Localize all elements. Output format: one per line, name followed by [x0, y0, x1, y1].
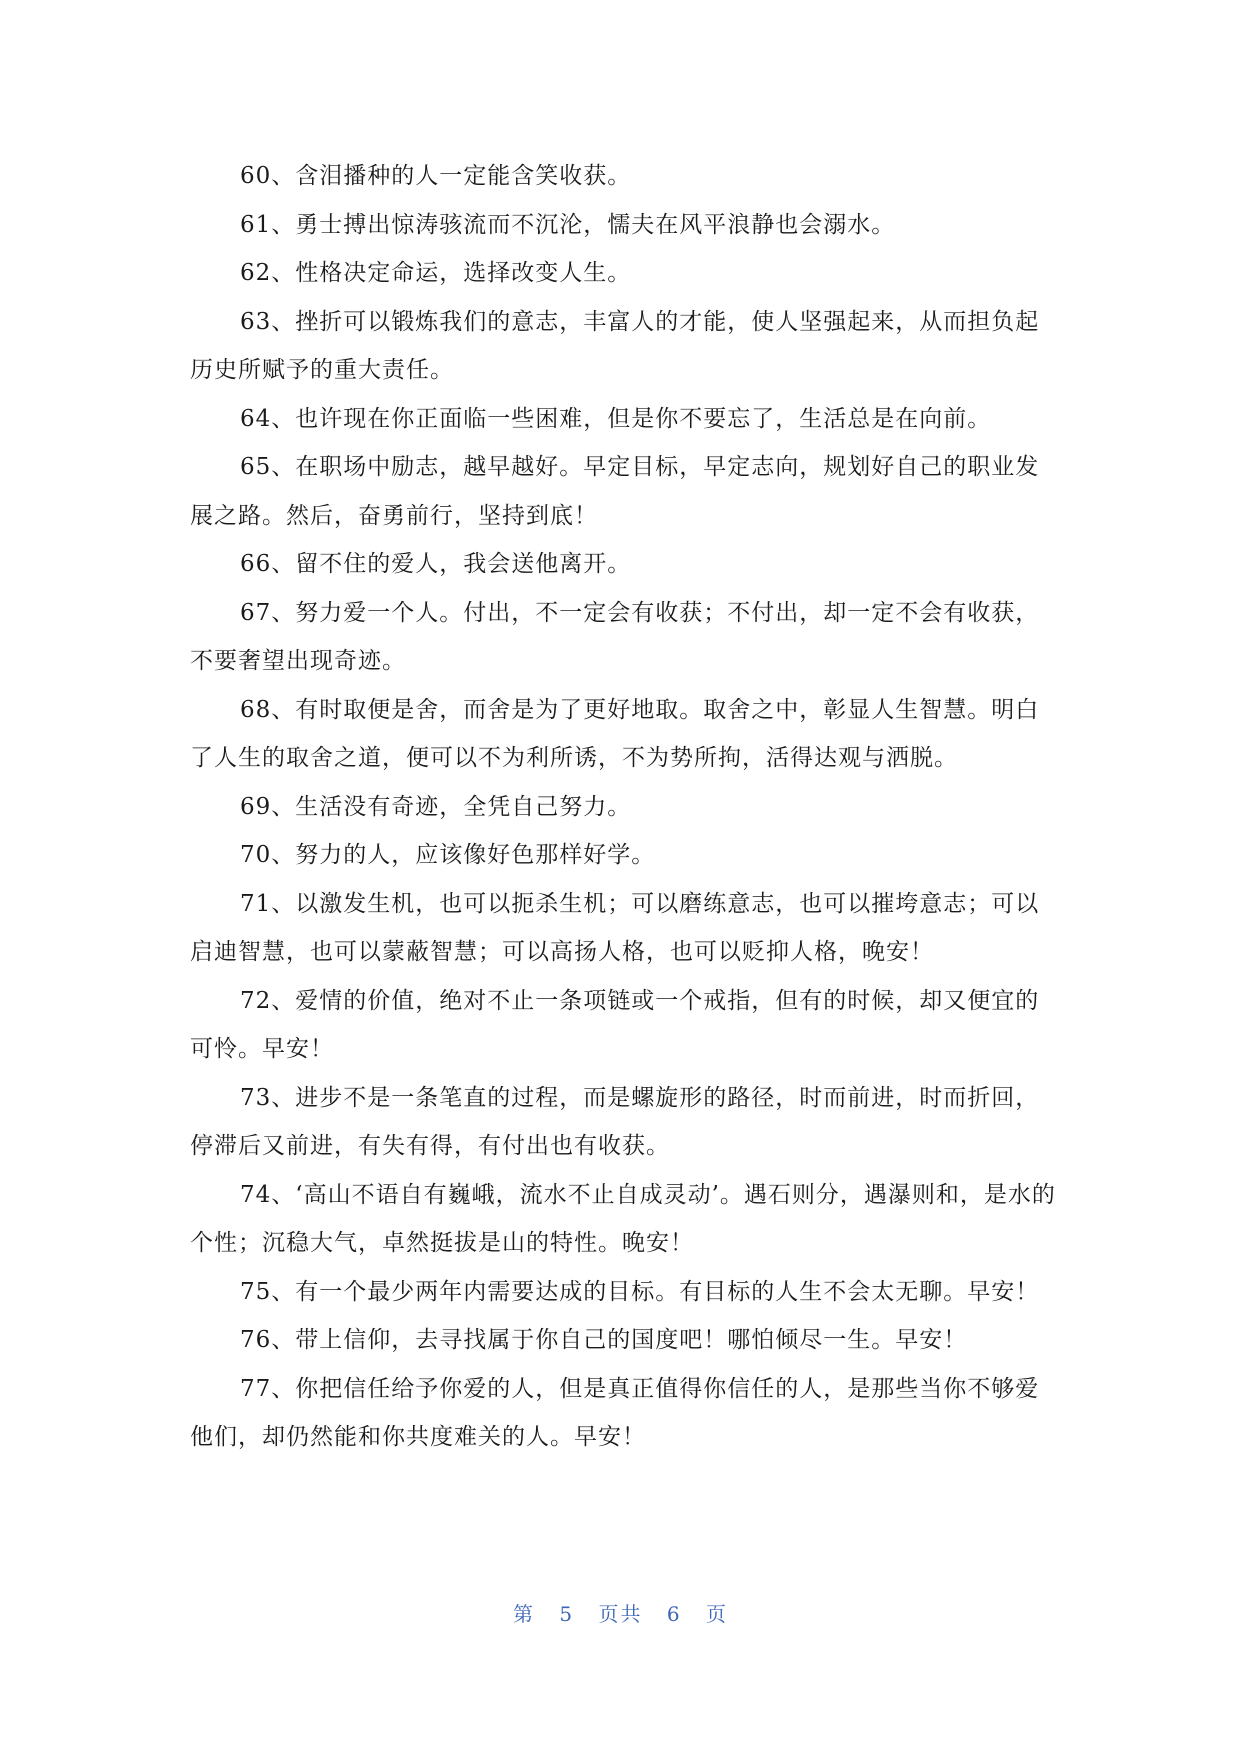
quote-paragraph-74: 74、‘高山不语自有巍峨，流水不止自成灵动’。遇石则分，遇瀑则和，是水的个性；沉稳大气，卓然挺拔是山的特性。晚安！ — [190, 1181, 1056, 1256]
quote-paragraph-66: 66、留不住的爱人，我会送他离开。 — [240, 551, 632, 577]
footer-middle: 页共 — [598, 1602, 643, 1626]
quote-paragraph-77: 77、你把信任给予你爱的人，但是真正值得你信任的人，是那些当你不够爱他们，却仍然能和你共度难关的人。早安！ — [190, 1375, 1040, 1450]
quote-paragraph-71: 71、以激发生机，也可以扼杀生机；可以磨练意志，也可以摧垮意志；可以启迪智慧，也可以蒙蔽智慧；可以高扬人格，也可以贬抑人格，晚安！ — [190, 890, 1040, 965]
quote-paragraph-69: 69、生活没有奇迹，全凭自己努力。 — [240, 793, 632, 820]
quote-paragraph-60: 60、含泪播种的人一定能含笑收获。 — [240, 163, 632, 189]
quote-paragraph-68: 68、有时取便是舍，而舍是为了更好地取。取舍之中，彰显人生智慧。明白了人生的取舍之道，便可以不为利所诱，不为势所拘，活得达观与洒脱。 — [190, 696, 1040, 771]
quote-paragraph-61: 61、勇士搏出惊涛骇流而不沉沦，懦夫在风平浪静也会溺水。 — [240, 211, 896, 238]
footer-current-page: 5 — [559, 1602, 575, 1626]
quote-paragraph-62: 62、性格决定命运，选择改变人生。 — [240, 260, 632, 286]
page-number-footer — [0, 1598, 1241, 1627]
footer-prefix: 第 — [513, 1602, 536, 1626]
quote-paragraph-76: 76、带上信仰，去寻找属于你自己的国度吧！哪怕倾尽一生。早安！ — [240, 1327, 968, 1353]
quote-paragraph-65: 65、在职场中励志，越早越好。早定目标，早定志向，规划好自己的职业发展之路。然后，奋勇前行，坚持到底！ — [190, 454, 1040, 529]
quote-paragraph-67: 67、努力爱一个人。付出，不一定会有收获；不付出，却一定不会有收获，不要奢望出现奇迹。 — [190, 599, 1040, 674]
quote-paragraph-64: 64、也许现在你正面临一些困难，但是你不要忘了，生活总是在向前。 — [240, 405, 992, 432]
quote-paragraph-72: 72、爱情的价值，绝对不止一条项链或一个戒指，但有的时候，却又便宜的可怜。早安！ — [190, 987, 1040, 1062]
quote-paragraph-73: 73、进步不是一条笔直的过程，而是螺旋形的路径，时而前进，时而折回，停滞后又前进，有失有得，有付出也有收获。 — [190, 1084, 1040, 1159]
quote-paragraph-63: 63、挫折可以锻炼我们的意志，丰富人的才能，使人坚强起来，从而担负起历史所赋予的重大责任。 — [190, 308, 1040, 383]
footer-suffix: 页 — [705, 1602, 728, 1626]
document-body — [190, 152, 1060, 1462]
quote-paragraph-75: 75、有一个最少两年内需要达成的目标。有目标的人生不会太无聊。早安！ — [240, 1278, 1040, 1305]
footer-total-pages: 6 — [666, 1602, 682, 1626]
quote-paragraph-70: 70、努力的人，应该像好色那样好学。 — [240, 842, 656, 868]
